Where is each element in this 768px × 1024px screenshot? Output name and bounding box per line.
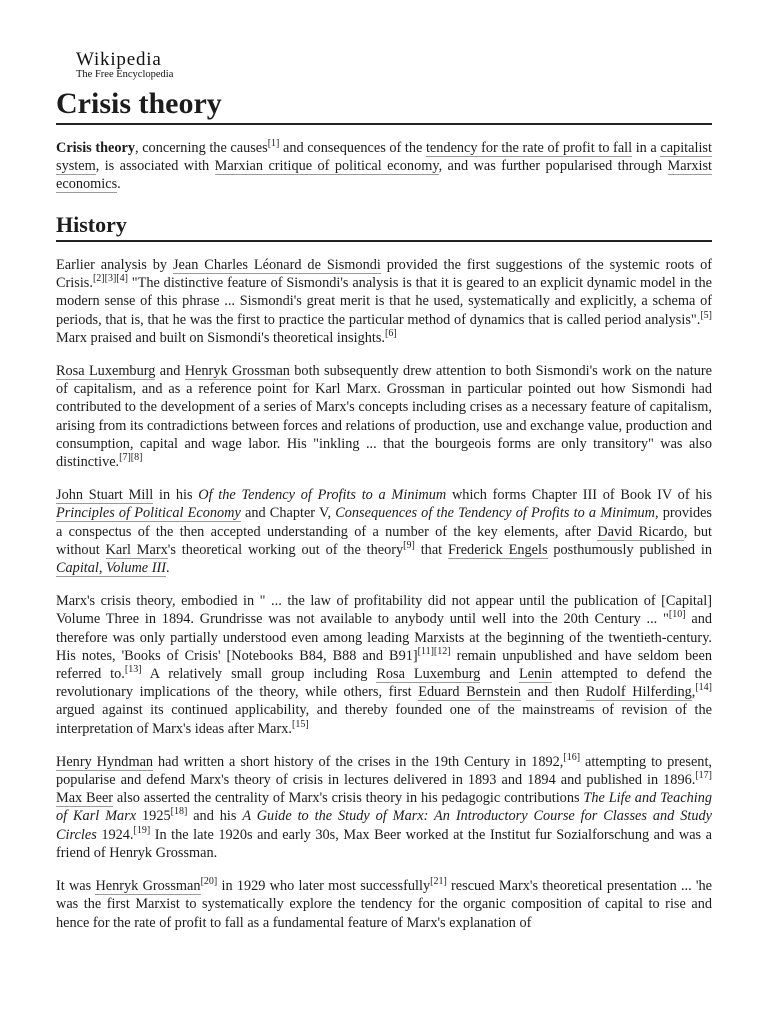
text: in his	[153, 487, 199, 504]
text: .	[166, 560, 170, 577]
citation-ref[interactable]: [15]	[292, 718, 309, 730]
text: and	[155, 363, 185, 380]
citation-ref[interactable]: [5]	[700, 309, 712, 321]
history-paragraph-4	[56, 592, 712, 738]
link-lenin[interactable]: Lenin	[518, 666, 553, 683]
text: both subsequently drew attention to both Sismondi's work on the nature of capitalism, and as a reference point for Karl Marx. Grossman in particular pointed out how Sismondi had contributed to the development of a series of Marx's concepts including crises as a necessary feature of capitalism, arising from its contradictions between forces and relations of production, use and exchange value, production and consumption, capital and wage labor. His "inkling ... that the bourgeois forms are only transitory" was also distinctive.	[56, 363, 712, 471]
citation-ref[interactable]: [18]	[170, 806, 188, 818]
link-henryk-grossman[interactable]: Henryk Grossman	[184, 363, 290, 380]
text: and consequences of the	[279, 140, 426, 156]
link-tendency-rate-of-profit[interactable]: tendency for the rate of profit to fall	[425, 140, 633, 156]
text: It was	[56, 878, 96, 895]
text: Marx praised and built on Sismondi's theoretical insights.	[56, 329, 385, 346]
text: Marx's crisis theory, embodied in " ... the law of profitability did not appear until the publication of [Capital] Volume Three in 1894. Grundrisse was not available to anybody until well into the 20th Century ... "	[56, 593, 712, 628]
text: 1925	[136, 808, 171, 825]
text: , and was further popularised through	[438, 158, 668, 175]
text: and therefore was only partially understood even among leading Marxists at the beginning of the twentieth-century. His notes, 'Books of Crisis' [Notebooks B84, B88 and B91]	[56, 611, 713, 664]
text: attempted to defend the revolutionary implications of the theory, while others, first	[56, 666, 712, 701]
citation-ref[interactable]: [10]	[668, 609, 686, 621]
italic-title: The Life and Teaching of Karl Marx	[56, 790, 712, 825]
text: rescued Marx's theoretical presentation ... 'he was the first Marxist to systematically explore the tendency for the organic composition of capital to rise and hence for the rate of profit to fall as a fundamental feature of Marx's explanation of	[56, 878, 712, 931]
history-paragraph-1	[56, 256, 712, 347]
text: and then	[520, 684, 586, 701]
text: A relatively small group including	[141, 666, 377, 683]
text: also asserted the centrality of Marx's crisis theory in his pedagogic contributions	[113, 790, 584, 807]
link-rosa-luxemburg[interactable]: Rosa Luxemburg	[56, 363, 156, 380]
link-rosa-luxemburg[interactable]: Rosa Luxemburg	[376, 666, 481, 683]
text: ,	[691, 684, 696, 701]
text: and his	[187, 808, 243, 825]
link-henry-hyndman[interactable]: Henry Hyndman	[56, 753, 154, 770]
italic-title: Of the Tendency of Profits to a Minimum	[198, 487, 447, 504]
text: , is associated with	[95, 158, 215, 175]
text: posthumously published in	[547, 541, 713, 558]
intro-paragraph	[56, 139, 712, 194]
citation-ref[interactable]: [21]	[430, 876, 447, 888]
text: and Chapter V,	[240, 505, 336, 522]
link-henryk-grossman[interactable]: Henryk Grossman	[95, 878, 201, 895]
link-capital-volume-iii[interactable]: Capital, Volume III	[56, 560, 166, 577]
page-title: Crisis theory	[56, 87, 712, 126]
text: and	[480, 666, 519, 683]
citation-ref[interactable]: [2][3][4]	[92, 273, 128, 285]
text: in a	[632, 140, 661, 156]
text: , provides a conspectus of the then accepted understanding of a number of the key elements, after	[56, 505, 712, 540]
link-principles-political-economy[interactable]: Principles of Political Economy	[56, 505, 241, 522]
citation-ref[interactable]: [11][12]	[417, 645, 451, 657]
logo-tagline: The Free Encyclopedia	[76, 69, 174, 80]
link-capitalist-system[interactable]: capitalist system	[56, 140, 712, 175]
article-page	[56, 50, 712, 947]
text: which forms Chapter III of Book IV of his	[446, 487, 713, 504]
citation-ref[interactable]: [16]	[563, 751, 581, 763]
text: , concerning the causes	[135, 140, 268, 156]
section-heading-history: History	[56, 212, 712, 242]
text: remain unpublished and have seldom been referred to.	[56, 647, 712, 683]
text: in 1929 who later most successfully	[217, 878, 431, 895]
citation-ref[interactable]: [6]	[384, 327, 397, 339]
citation-ref[interactable]: [20]	[200, 876, 218, 888]
text: 's theoretical working out of the theory	[167, 541, 404, 558]
link-eduard-bernstein[interactable]: Eduard Bernstein	[418, 684, 521, 701]
citation-ref[interactable]: [1]	[267, 138, 280, 149]
text: provided the first suggestions of the systemic roots of Crisis.	[56, 257, 712, 292]
link-marxist-economics[interactable]: Marxist economics	[56, 158, 712, 193]
text: , but without	[56, 523, 712, 558]
link-sismondi[interactable]: Jean Charles Léonard de Sismondi	[172, 257, 381, 273]
text: In the late 1920s and early 30s, Max Beer worked at the Institut fur Sozialforschung and was a friend of Henryk Grossman.	[56, 826, 712, 861]
citation-ref[interactable]: [19]	[133, 824, 151, 836]
link-rudolf-hilferding[interactable]: Rudolf Hilferding	[585, 684, 692, 701]
citation-ref[interactable]: [17]	[695, 770, 712, 782]
link-marxian-critique[interactable]: Marxian critique of political economy	[214, 158, 439, 175]
text: .	[117, 176, 121, 193]
citation-ref[interactable]: [9]	[403, 539, 415, 551]
bold-term: Crisis theory	[56, 140, 136, 156]
text: "The distinctive feature of Sismondi's analysis is that it is geared to an explicit dynamic model in the modern sense of this phrase ... Sismondi's great merit is that he used, systematically and explicitly, a schema of periods, that is, that he was the first to practice the particular method of dynamics that is called period analysis".	[56, 275, 712, 328]
citation-ref[interactable]: [14]	[695, 682, 713, 694]
text: 1924.	[96, 826, 134, 843]
link-john-stuart-mill[interactable]: John Stuart Mill	[56, 487, 154, 504]
link-max-beer[interactable]: Max Beer	[56, 790, 114, 807]
citation-ref[interactable]: [7][8]	[119, 452, 143, 464]
text: that	[414, 541, 448, 558]
text: had written a short history of the crises in the 19th Century in 1892,	[153, 753, 564, 770]
history-paragraph-3	[56, 486, 712, 577]
italic-title: Consequences of the Tendency of Profits to a Minimum	[335, 505, 656, 522]
link-david-ricardo[interactable]: David Ricardo	[597, 523, 684, 540]
wikipedia-logo[interactable]	[76, 50, 712, 81]
text: attempting to present, popularise and defend Marx's theory of crisis in lectures delivered in 1893 and 1894 and published in 1896.	[56, 753, 712, 789]
logo-wordmark: Wikipedia	[76, 49, 162, 70]
citation-ref[interactable]: [13]	[124, 664, 142, 676]
link-frederick-engels[interactable]: Frederick Engels	[447, 541, 548, 558]
history-paragraph-5	[56, 753, 712, 862]
text: Earlier analysis by	[56, 257, 173, 273]
text: argued against its continued applicability, and thereby founded one of the mainstreams of revision of the interpretation of Marx's ideas after Marx.	[56, 702, 712, 737]
history-paragraph-2	[56, 362, 712, 471]
italic-title: A Guide to the Study of Marx: An Introductory Course for Classes and Study Circles	[56, 808, 712, 843]
history-paragraph-6	[56, 877, 712, 932]
link-karl-marx[interactable]: Karl Marx	[105, 541, 168, 558]
